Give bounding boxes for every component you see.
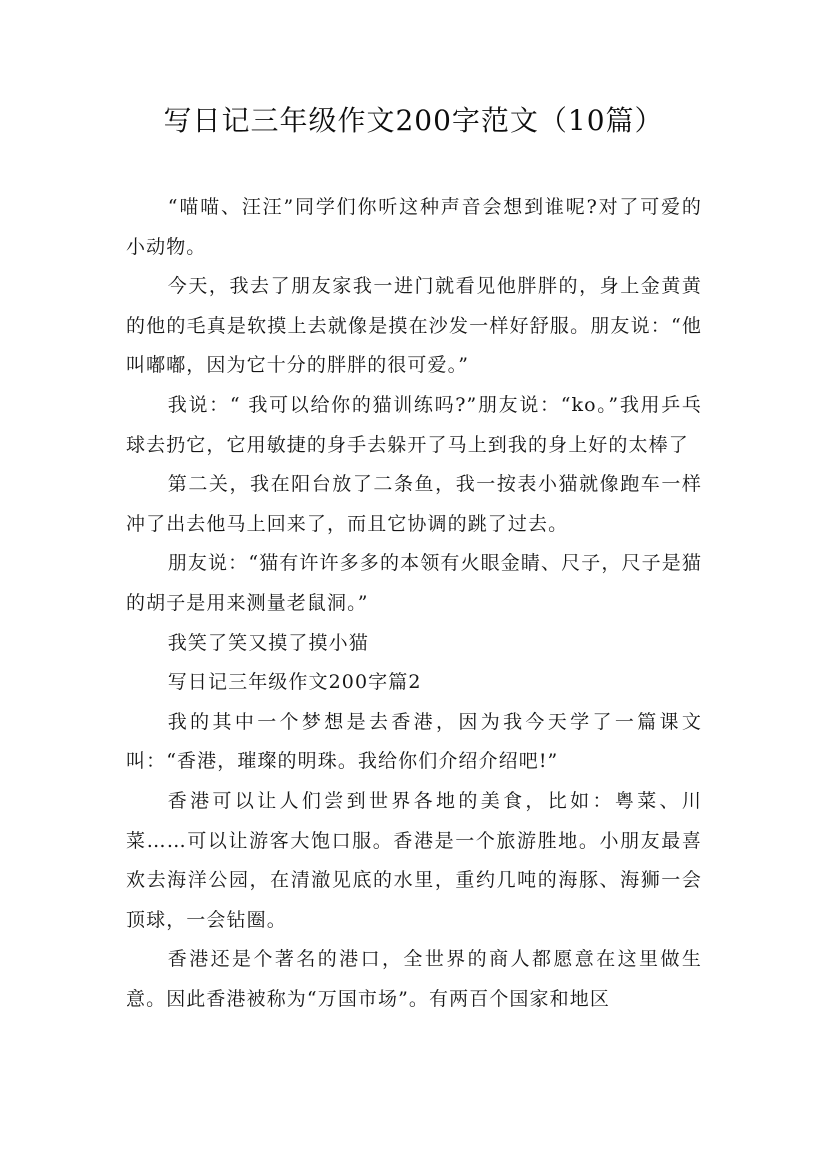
section-heading: 写日记三年级作文200字篇2 xyxy=(167,671,422,694)
paragraph: 第二关，我在阳台放了二条鱼，我一按表小猫就像跑车一样冲了出去他马上回来了，而且它协调的跳了过去。 xyxy=(126,473,702,535)
paragraph: “喵喵、汪汪”同学们你听这种声音会想到谁呢?对了可爱的小动物。 xyxy=(126,196,702,258)
paragraph: 我笑了笑又摸了摸小猫 xyxy=(167,631,369,654)
document-body xyxy=(126,188,702,1019)
paragraph: 我的其中一个梦想是去香港，因为我今天学了一篇课文叫：“香港，璀璨的明珠。我给你们介绍介绍吧!” xyxy=(126,710,702,773)
paragraph: 朋友说：“猫有许许多多的本领有火眼金睛、尺子，尺子是猫的胡子是用来测量老鼠洞。” xyxy=(126,552,702,614)
paragraph: 香港可以让人们尝到世界各地的美食，比如：粤菜、川菜……可以让游客大饱口服。香港是一个旅游胜地。小朋友最喜欢去海洋公园，在清澈见底的水里，重约几吨的海豚、海狮一会顶球，一会钻圈。 xyxy=(126,789,702,931)
paragraph: 香港还是个著名的港口，全世界的商人都愿意在这里做生意。因此香港被称为“万国市场”。有两百个国家和地区 xyxy=(126,948,702,1010)
paragraph: 我说：“ 我可以给你的猫训练吗?”朋友说：“ko。”我用乒乓球去扔它，它用敏捷的身手去躲开了马上到我的身上好的太棒了 xyxy=(126,393,702,456)
document-title: 写日记三年级作文200字范文（10篇） xyxy=(163,104,664,137)
paragraph: 今天，我去了朋友家我一进门就看见他胖胖的，身上金黄黄的他的毛真是软摸上去就像是摸在沙发一样好舒服。朋友说：“他叫嘟嘟，因为它十分的胖胖的很可爱。” xyxy=(126,275,702,377)
